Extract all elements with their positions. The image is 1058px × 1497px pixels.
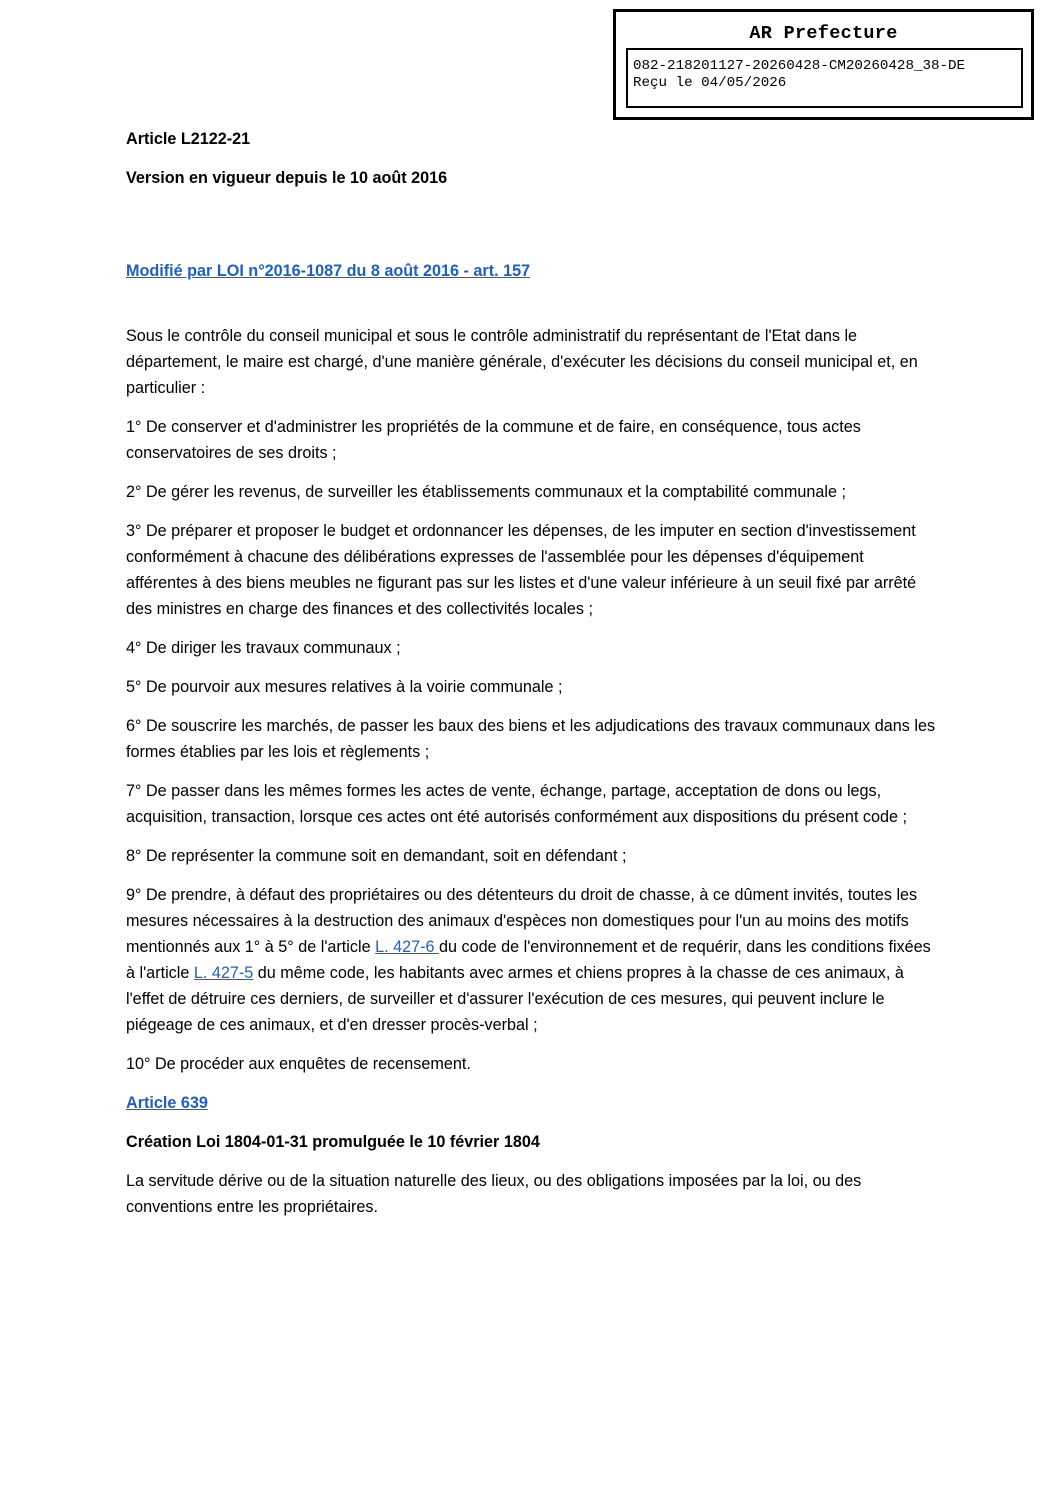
item-7: 7° De passer dans les mêmes formes les actes de vente, échange, partage, acceptation de dons ou legs, acquisition, transaction, lorsque ces actes ont été autorisés conformément aux dispositions du présent code ;	[126, 782, 908, 826]
item-9-text-end: du même code, les habitants avec armes et chiens propres à la chasse de ces animaux, à l'effet de détruire ces derniers, de surveiller et d'assurer l'exécution de ces mesures, qui peuvent inclure le piégeage de ces animaux, et d'en dresser procès-verbal ;	[126, 964, 904, 1034]
article-l427-6-link[interactable]: L. 427-6	[375, 938, 440, 956]
item-10: 10° De procéder aux enquêtes de recensement.	[126, 1055, 471, 1073]
article-639-link[interactable]: Article 639	[126, 1094, 208, 1112]
stamp-received-date: Reçu le 04/05/2026	[633, 74, 787, 91]
item-9	[126, 882, 936, 1038]
item-9-text-start: 9° De prendre, à défaut des propriétaires ou des détenteurs du droit de chasse, à ce dûment invités, toutes les mesures nécessaires à la destruction des animaux d'espèces non domestiques pour l'un au moins des motifs mentionnés aux 1° à 5° de l'article	[126, 886, 918, 956]
item-9-text-middle: du code de l'environnement et de requérir, dans les conditions fixées à l'article	[126, 938, 931, 982]
stamp-title: AR Prefecture	[749, 23, 898, 44]
servitude-paragraph: La servitude dérive ou de la situation naturelle des lieux, ou des obligations imposées par la loi, ou des conventions entre les propriétaires.	[126, 1172, 862, 1216]
prefecture-stamp	[613, 9, 1034, 120]
item-2: 2° De gérer les revenus, de surveiller les établissements communaux et la comptabilité communale ;	[126, 483, 846, 501]
item-3: 3° De préparer et proposer le budget et ordonnancer les dépenses, de les imputer en section d'investissement conformément à chacune des délibérations expresses de l'assemblée pour les dépenses d'équipement afférentes à des biens meubles ne figurant pas sur les listes et d'une valeur inférieure à un seuil fixé par arrêté des ministres en charge des finances et des collectivités locales ;	[126, 522, 917, 618]
article-heading: Article L2122-21	[126, 130, 251, 148]
stamp-reference: 082-218201127-20260428-CM20260428_38-DE	[633, 58, 966, 74]
creation-line: Création Loi 1804-01-31 promulguée le 10 février 1804	[126, 1133, 540, 1151]
article-l427-5-link[interactable]: L. 427-5	[193, 964, 254, 982]
document-body	[126, 126, 936, 1220]
item-1: 1° De conserver et d'administrer les propriétés de la commune et de faire, en conséquence, tous actes conservatoires de ses droits ;	[126, 418, 861, 462]
item-5: 5° De pourvoir aux mesures relatives à la voirie communale ;	[126, 678, 563, 696]
item-8: 8° De représenter la commune soit en demandant, soit en défendant ;	[126, 847, 627, 865]
stamp-reference-box	[626, 48, 1023, 108]
item-4: 4° De diriger les travaux communaux ;	[126, 639, 401, 657]
intro-paragraph: Sous le contrôle du conseil municipal et sous le contrôle administratif du représentant de l'Etat dans le département, le maire est chargé, d'une manière générale, d'exécuter les décisions du conseil municipal et, en particulier :	[126, 327, 918, 397]
modified-by-law-link[interactable]: Modifié par LOI n°2016-1087 du 8 août 2016 - art. 157	[126, 262, 531, 280]
version-line: Version en vigueur depuis le 10 août 2016	[126, 169, 448, 187]
item-6: 6° De souscrire les marchés, de passer les baux des biens et les adjudications des travaux communaux dans les formes établies par les lois et règlements ;	[126, 717, 936, 761]
